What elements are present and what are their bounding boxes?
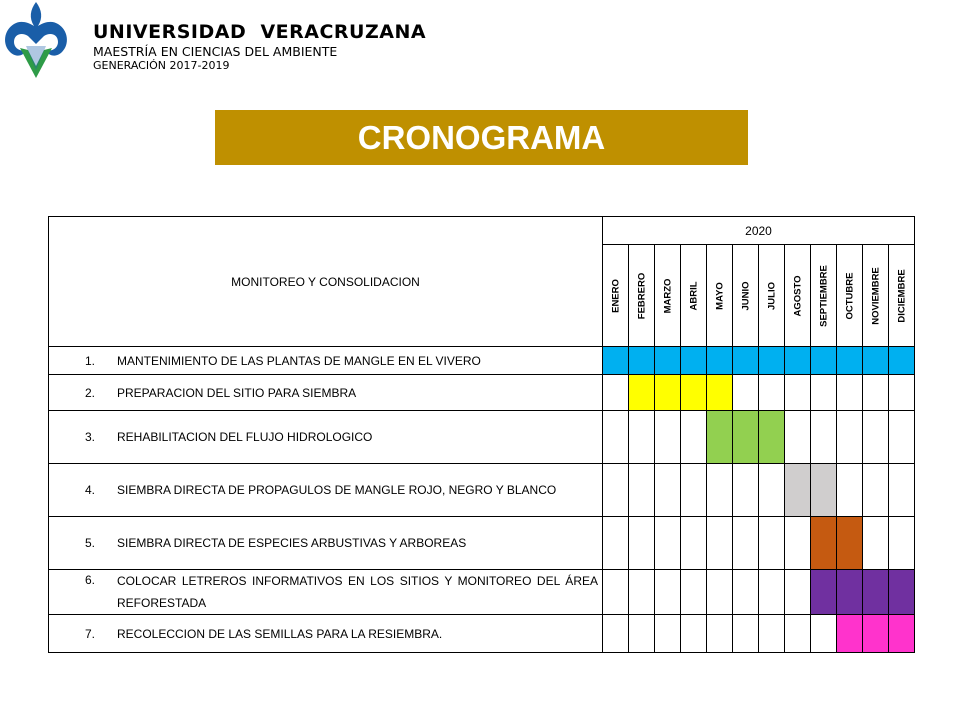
month-label: NOVIEMBRE bbox=[870, 266, 881, 325]
schedule-empty-cell bbox=[629, 411, 655, 464]
schedule-empty-cell bbox=[681, 464, 707, 517]
schedule-bar-cell bbox=[811, 517, 837, 570]
schedule-empty-cell bbox=[733, 464, 759, 517]
schedule-empty-cell bbox=[655, 570, 681, 615]
schedule-bar-cell bbox=[655, 375, 681, 411]
schedule-bar-cell bbox=[759, 411, 785, 464]
generation-label: GENERACIÓN 2017-2019 bbox=[93, 59, 230, 72]
banner-title: CRONOGRAMA bbox=[357, 118, 606, 156]
section-title: MONITOREO Y CONSOLIDACION bbox=[49, 217, 603, 347]
schedule-empty-cell bbox=[629, 615, 655, 653]
month-header bbox=[655, 245, 681, 347]
month-header bbox=[863, 245, 889, 347]
month-label: MAYO bbox=[714, 281, 725, 310]
schedule-bar-cell bbox=[707, 347, 733, 375]
schedule-empty-cell bbox=[837, 464, 863, 517]
schedule-bar-cell bbox=[681, 375, 707, 411]
task-row bbox=[49, 570, 915, 615]
schedule-bar-cell bbox=[863, 615, 889, 653]
month-label: JUNIO bbox=[740, 280, 751, 311]
task-cell bbox=[49, 347, 603, 375]
schedule-empty-cell bbox=[707, 570, 733, 615]
task-row bbox=[49, 517, 915, 570]
schedule-bar-cell bbox=[785, 464, 811, 517]
schedule-empty-cell bbox=[681, 615, 707, 653]
schedule-empty-cell bbox=[759, 517, 785, 570]
month-header bbox=[707, 245, 733, 347]
month-header bbox=[837, 245, 863, 347]
schedule-empty-cell bbox=[863, 375, 889, 411]
task-cell bbox=[49, 464, 603, 517]
schedule-empty-cell bbox=[655, 517, 681, 570]
month-label: FEBRERO bbox=[636, 272, 647, 319]
schedule-empty-cell bbox=[863, 464, 889, 517]
schedule-empty-cell bbox=[655, 615, 681, 653]
schedule-bar-cell bbox=[837, 615, 863, 653]
schedule-empty-cell bbox=[785, 615, 811, 653]
month-label: ENERO bbox=[610, 278, 621, 313]
schedule-bar-cell bbox=[837, 517, 863, 570]
task-number: 4. bbox=[85, 483, 96, 497]
schedule-empty-cell bbox=[759, 570, 785, 615]
schedule-bar-cell bbox=[863, 570, 889, 615]
month-header bbox=[811, 245, 837, 347]
task-label: MANTENIMIENTO DE LAS PLANTAS DE MANGLE EN EL VIVERO bbox=[117, 353, 481, 368]
month-label: JULIO bbox=[766, 281, 777, 310]
schedule-bar-cell bbox=[629, 347, 655, 375]
task-number: 6. bbox=[85, 573, 96, 587]
schedule-bar-cell bbox=[889, 570, 915, 615]
schedule-empty-cell bbox=[733, 615, 759, 653]
schedule-empty-cell bbox=[603, 517, 629, 570]
schedule-bar-cell bbox=[759, 347, 785, 375]
task-label: PREPARACION DEL SITIO PARA SIEMBRA bbox=[117, 385, 357, 400]
task-label: SIEMBRA DIRECTA DE PROPAGULOS DE MANGLE ROJO, NEGRO Y BLANCO bbox=[117, 483, 557, 497]
schedule-empty-cell bbox=[889, 375, 915, 411]
schedule-empty-cell bbox=[681, 411, 707, 464]
month-label: ABRIL bbox=[688, 280, 699, 311]
year-header: 2020 bbox=[603, 217, 915, 245]
task-row bbox=[49, 347, 915, 375]
schedule-empty-cell bbox=[889, 517, 915, 570]
schedule-empty-cell bbox=[785, 411, 811, 464]
month-label: SEPTIEMBRE bbox=[818, 264, 829, 327]
month-header bbox=[603, 245, 629, 347]
header-block bbox=[93, 20, 426, 73]
schedule-empty-cell bbox=[733, 517, 759, 570]
schedule-empty-cell bbox=[811, 411, 837, 464]
schedule-empty-cell bbox=[785, 570, 811, 615]
university-name: UNIVERSIDAD VERACRUZANA bbox=[93, 21, 427, 43]
schedule-empty-cell bbox=[837, 375, 863, 411]
schedule-empty-cell bbox=[759, 464, 785, 517]
university-logo bbox=[0, 0, 72, 80]
schedule-empty-cell bbox=[707, 464, 733, 517]
month-header bbox=[733, 245, 759, 347]
task-row bbox=[49, 464, 915, 517]
task-row bbox=[49, 375, 915, 411]
schedule-empty-cell bbox=[863, 517, 889, 570]
month-header bbox=[759, 245, 785, 347]
schedule-empty-cell bbox=[681, 517, 707, 570]
schedule-bar-cell bbox=[785, 347, 811, 375]
month-label: AGOSTO bbox=[792, 275, 803, 316]
schedule-bar-cell bbox=[681, 347, 707, 375]
schedule-empty-cell bbox=[603, 615, 629, 653]
schedule-bar-cell bbox=[811, 464, 837, 517]
task-cell bbox=[49, 570, 603, 615]
schedule-empty-cell bbox=[629, 517, 655, 570]
schedule-empty-cell bbox=[863, 411, 889, 464]
task-label: COLOCAR LETREROS INFORMATIVOS EN LOS SITIOS Y MONITOREO DEL ÁREA REFORESTADA bbox=[117, 574, 598, 610]
schedule-empty-cell bbox=[629, 570, 655, 615]
schedule-empty-cell bbox=[811, 615, 837, 653]
task-label: SIEMBRA DIRECTA DE ESPECIES ARBUSTIVAS Y ARBOREAS bbox=[117, 536, 467, 550]
schedule-empty-cell bbox=[733, 375, 759, 411]
schedule-empty-cell bbox=[707, 517, 733, 570]
month-header bbox=[785, 245, 811, 347]
task-number: 5. bbox=[85, 536, 96, 550]
schedule-bar-cell bbox=[889, 347, 915, 375]
schedule-bar-cell bbox=[707, 411, 733, 464]
month-header bbox=[629, 245, 655, 347]
program-name: MAESTRÍA EN CIENCIAS DEL AMBIENTE bbox=[93, 44, 338, 59]
task-cell bbox=[49, 517, 603, 570]
task-label: RECOLECCION DE LAS SEMILLAS PARA LA RESIEMBRA. bbox=[117, 626, 443, 641]
schedule-empty-cell bbox=[603, 570, 629, 615]
schedule-empty-cell bbox=[785, 517, 811, 570]
month-header bbox=[889, 245, 915, 347]
month-label: DICIEMBRE bbox=[896, 268, 907, 323]
task-row bbox=[49, 411, 915, 464]
schedule-empty-cell bbox=[759, 375, 785, 411]
schedule-bar-cell bbox=[889, 615, 915, 653]
schedule-empty-cell bbox=[603, 375, 629, 411]
task-cell bbox=[49, 615, 603, 653]
schedule-empty-cell bbox=[603, 411, 629, 464]
month-header bbox=[681, 245, 707, 347]
schedule-bar-cell bbox=[707, 375, 733, 411]
schedule-empty-cell bbox=[707, 615, 733, 653]
schedule-bar-cell bbox=[733, 347, 759, 375]
schedule-bar-cell bbox=[603, 347, 629, 375]
cronograma-banner bbox=[215, 110, 748, 165]
schedule-bar-cell bbox=[629, 375, 655, 411]
schedule-empty-cell bbox=[733, 570, 759, 615]
task-cell bbox=[49, 411, 603, 464]
task-number: 7. bbox=[85, 626, 96, 641]
schedule-empty-cell bbox=[889, 464, 915, 517]
task-number: 1. bbox=[85, 353, 96, 368]
month-label: OCTUBRE bbox=[844, 272, 855, 319]
schedule-empty-cell bbox=[759, 615, 785, 653]
schedule-empty-cell bbox=[785, 375, 811, 411]
schedule-table bbox=[48, 216, 915, 653]
task-number: 3. bbox=[85, 430, 96, 444]
schedule-empty-cell bbox=[655, 464, 681, 517]
task-label: REHABILITACION DEL FLUJO HIDROLOGICO bbox=[117, 430, 373, 444]
month-label: MARZO bbox=[662, 278, 673, 313]
schedule-bar-cell bbox=[837, 570, 863, 615]
task-row bbox=[49, 615, 915, 653]
schedule-empty-cell bbox=[811, 375, 837, 411]
schedule-bar-cell bbox=[863, 347, 889, 375]
schedule-bar-cell bbox=[733, 411, 759, 464]
task-number: 2. bbox=[85, 385, 96, 400]
schedule-empty-cell bbox=[603, 464, 629, 517]
schedule-empty-cell bbox=[837, 411, 863, 464]
schedule-empty-cell bbox=[655, 411, 681, 464]
schedule-bar-cell bbox=[811, 570, 837, 615]
schedule-empty-cell bbox=[889, 411, 915, 464]
schedule-empty-cell bbox=[629, 464, 655, 517]
schedule-empty-cell bbox=[681, 570, 707, 615]
task-cell bbox=[49, 375, 603, 411]
schedule-bar-cell bbox=[837, 347, 863, 375]
schedule-bar-cell bbox=[811, 347, 837, 375]
schedule-bar-cell bbox=[655, 347, 681, 375]
